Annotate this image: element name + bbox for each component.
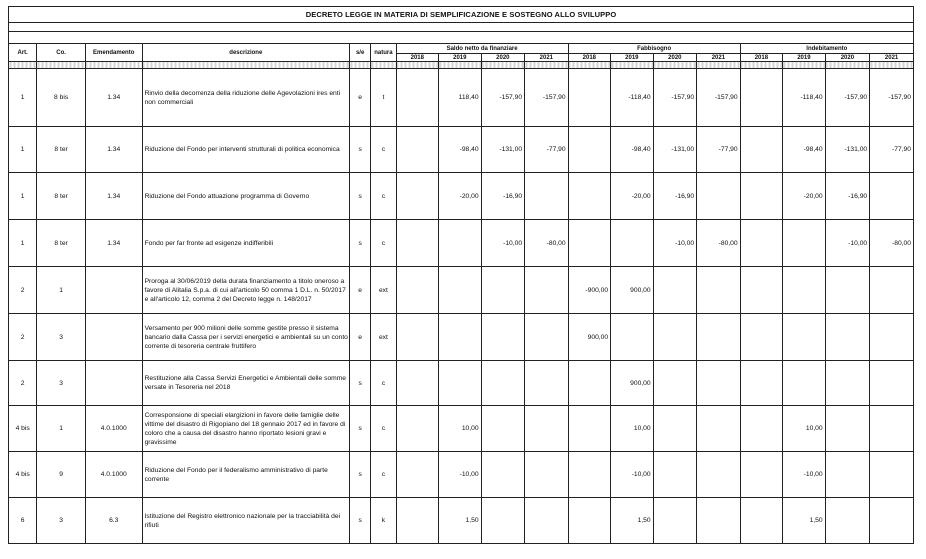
header-year: 2018: [740, 54, 783, 62]
cell-value: -157,90: [825, 69, 870, 127]
cell-co: 3: [37, 361, 86, 406]
cell-value: 1,50: [439, 498, 482, 544]
cell-value: [740, 314, 783, 361]
table-row: [9, 69, 914, 127]
cell-art: 4 bis: [9, 406, 37, 452]
cell-value: [525, 498, 569, 544]
cell-value: [740, 127, 783, 173]
cell-value: [697, 498, 741, 544]
cell-value: [870, 173, 914, 220]
cell-value: [439, 220, 482, 267]
cell-descrizione: Riduzione del Fondo per interventi strutturali di politica economica: [142, 127, 349, 173]
cell-se: s: [350, 173, 371, 220]
cell-value: [653, 361, 697, 406]
cell-descrizione: Riduzione del Fondo per il federalismo amministrativo di parte corrente: [142, 452, 349, 498]
header-year: 2019: [783, 54, 826, 62]
cell-value: [697, 361, 741, 406]
cell-se: e: [350, 69, 371, 127]
cell-value: -118,40: [783, 69, 826, 127]
cell-value: -16,90: [825, 173, 870, 220]
cell-co: 3: [37, 498, 86, 544]
cell-value: 1,50: [611, 498, 654, 544]
cell-value: [825, 267, 870, 314]
cell-art: 1: [9, 127, 37, 173]
cell-emendamento: 4.0.1000: [85, 406, 142, 452]
cell-value: -20,00: [783, 173, 826, 220]
cell-emendamento: [85, 267, 142, 314]
cell-value: [396, 361, 439, 406]
cell-value: -131,00: [825, 127, 870, 173]
cell-value: [870, 314, 914, 361]
cell-value: [697, 267, 741, 314]
cell-value: [525, 361, 569, 406]
table-row: [9, 406, 914, 452]
header-natura: natura: [371, 44, 396, 62]
cell-value: 10,00: [611, 406, 654, 452]
cell-emendamento: 6.3: [85, 498, 142, 544]
cell-co: 8 ter: [37, 127, 86, 173]
cell-value: [740, 267, 783, 314]
cell-value: [439, 267, 482, 314]
cell-value: [481, 361, 525, 406]
cell-natura: ext: [371, 314, 396, 361]
cell-value: [740, 406, 783, 452]
cell-value: [439, 314, 482, 361]
cell-value: -10,00: [611, 452, 654, 498]
cell-value: -98,40: [783, 127, 826, 173]
cell-emendamento: 1.34: [85, 127, 142, 173]
table-title: DECRETO LEGGE IN MATERIA DI SEMPLIFICAZIONE E SOSTEGNO ALLO SVILUPPO: [9, 7, 914, 23]
cell-descrizione: Corresponsione di speciali elargizioni in favore delle famiglie delle vittime del disastro di Rigopiano del 18 gennaio 2017 ed in favore di coloro che a causa del disastro hanno riportato lesioni gravi e gravissime: [142, 406, 349, 452]
cell-value: [611, 220, 654, 267]
table-row: [9, 498, 914, 544]
cell-value: -98,40: [611, 127, 654, 173]
cell-value: -80,00: [525, 220, 569, 267]
cell-value: [653, 314, 697, 361]
cell-emendamento: 1.34: [85, 173, 142, 220]
spreadsheet-sheet: [8, 6, 914, 544]
cell-value: [525, 452, 569, 498]
cell-value: [396, 452, 439, 498]
cell-emendamento: [85, 314, 142, 361]
cell-value: [740, 498, 783, 544]
blank-row: [9, 32, 914, 44]
cell-art: 1: [9, 69, 37, 127]
header-year: 2018: [568, 54, 611, 62]
cell-se: s: [350, 361, 371, 406]
cell-value: [481, 498, 525, 544]
cell-value: [740, 361, 783, 406]
cell-se: s: [350, 452, 371, 498]
cell-value: [396, 498, 439, 544]
budget-table: [8, 6, 914, 544]
cell-value: -16,90: [653, 173, 697, 220]
cell-value: -98,40: [439, 127, 482, 173]
cell-value: -157,90: [697, 69, 741, 127]
cell-value: [870, 452, 914, 498]
cell-value: -900,00: [568, 267, 611, 314]
cell-value: [870, 498, 914, 544]
cell-value: [697, 406, 741, 452]
header-year: 2021: [525, 54, 569, 62]
cell-value: [525, 406, 569, 452]
cell-co: 8 ter: [37, 220, 86, 267]
cell-value: -80,00: [697, 220, 741, 267]
cell-value: -131,00: [653, 127, 697, 173]
cell-value: -20,00: [439, 173, 482, 220]
cell-natura: c: [371, 452, 396, 498]
cell-value: -157,90: [481, 69, 525, 127]
table-row: [9, 361, 914, 406]
cell-natura: k: [371, 498, 396, 544]
cell-value: [396, 220, 439, 267]
cell-value: [525, 173, 569, 220]
cell-se: s: [350, 127, 371, 173]
cell-value: [568, 127, 611, 173]
cell-emendamento: 4.0.1000: [85, 452, 142, 498]
header-descrizione: descrizione: [142, 44, 349, 62]
cell-value: [740, 220, 783, 267]
cell-value: [825, 452, 870, 498]
cell-co: 3: [37, 314, 86, 361]
cell-value: [481, 267, 525, 314]
cell-value: 118,40: [439, 69, 482, 127]
cell-descrizione: Riduzione del Fondo attuazione programma di Governo: [142, 173, 349, 220]
cell-emendamento: 1.34: [85, 69, 142, 127]
header-group-saldo: Saldo netto da finanziare: [396, 44, 568, 54]
cell-value: [396, 173, 439, 220]
table-body: [9, 69, 914, 544]
cell-value: [740, 173, 783, 220]
cell-value: [481, 452, 525, 498]
cell-value: [568, 361, 611, 406]
cell-value: [481, 314, 525, 361]
cell-natura: c: [371, 173, 396, 220]
cell-value: -157,90: [525, 69, 569, 127]
cell-se: s: [350, 220, 371, 267]
cell-value: 900,00: [568, 314, 611, 361]
cell-se: s: [350, 498, 371, 544]
cell-co: 1: [37, 406, 86, 452]
header-year: 2019: [439, 54, 482, 62]
cell-value: -16,90: [481, 173, 525, 220]
cell-value: -77,90: [525, 127, 569, 173]
cell-value: [525, 314, 569, 361]
cell-value: [870, 361, 914, 406]
cell-art: 2: [9, 267, 37, 314]
blank-row: [9, 23, 914, 32]
cell-value: [653, 452, 697, 498]
cell-art: 2: [9, 314, 37, 361]
header-group-indebitamento: Indebitamento: [740, 44, 913, 54]
cell-art: 4 bis: [9, 452, 37, 498]
cell-art: 6: [9, 498, 37, 544]
cell-value: -118,40: [611, 69, 654, 127]
header-year: 2018: [396, 54, 439, 62]
header-year: 2020: [481, 54, 525, 62]
cell-natura: c: [371, 127, 396, 173]
cell-value: -77,90: [870, 127, 914, 173]
table-row: [9, 452, 914, 498]
cell-natura: t: [371, 69, 396, 127]
cell-emendamento: 1.34: [85, 220, 142, 267]
cell-value: -10,00: [783, 452, 826, 498]
cell-value: [481, 406, 525, 452]
header-year: 2020: [653, 54, 697, 62]
cell-value: [396, 127, 439, 173]
cell-value: [697, 314, 741, 361]
cell-value: -20,00: [611, 173, 654, 220]
cell-value: 900,00: [611, 361, 654, 406]
cell-value: [568, 452, 611, 498]
cell-value: -10,00: [439, 452, 482, 498]
header-year: 2020: [825, 54, 870, 62]
cell-value: -131,00: [481, 127, 525, 173]
cell-value: [870, 267, 914, 314]
cell-natura: ext: [371, 267, 396, 314]
cell-se: e: [350, 267, 371, 314]
cell-co: 9: [37, 452, 86, 498]
header-year: 2021: [697, 54, 741, 62]
cell-value: [653, 498, 697, 544]
cell-value: [697, 173, 741, 220]
cell-value: -10,00: [825, 220, 870, 267]
cell-value: [825, 406, 870, 452]
header-co: Co.: [37, 44, 86, 62]
cell-art: 2: [9, 361, 37, 406]
cell-value: [568, 173, 611, 220]
cell-value: [783, 220, 826, 267]
cell-value: [783, 267, 826, 314]
cell-emendamento: [85, 361, 142, 406]
cell-value: -77,90: [697, 127, 741, 173]
header-emendamento: Emendamento: [85, 44, 142, 62]
cell-value: [825, 498, 870, 544]
cell-value: [439, 361, 482, 406]
cell-descrizione: Restituzione alla Cassa Servizi Energetici e Ambientali delle somme versate in Tesoreria nel 2018: [142, 361, 349, 406]
cell-se: s: [350, 406, 371, 452]
cell-value: [653, 406, 697, 452]
cell-value: [396, 406, 439, 452]
cell-value: -157,90: [870, 69, 914, 127]
header-year: 2021: [870, 54, 914, 62]
cell-value: [740, 452, 783, 498]
cell-value: [568, 220, 611, 267]
cell-value: [870, 406, 914, 452]
cell-value: [568, 69, 611, 127]
cell-co: 8 bis: [37, 69, 86, 127]
header-art: Art.: [9, 44, 37, 62]
cell-value: [568, 406, 611, 452]
cell-value: [396, 69, 439, 127]
cell-natura: c: [371, 220, 396, 267]
cell-value: 1,50: [783, 498, 826, 544]
cell-value: -10,00: [481, 220, 525, 267]
cell-value: -80,00: [870, 220, 914, 267]
cell-value: [568, 498, 611, 544]
cell-descrizione: Istituzione del Registro elettronico nazionale per la tracciabilità dei rifiuti: [142, 498, 349, 544]
table-row: [9, 173, 914, 220]
cell-descrizione: Rinvio della decorrenza della riduzione delle Agevolazioni ires enti non commerciali: [142, 69, 349, 127]
cell-value: [396, 267, 439, 314]
cell-value: [697, 452, 741, 498]
header-se: s/e: [350, 44, 371, 62]
cell-value: [825, 314, 870, 361]
cell-value: -10,00: [653, 220, 697, 267]
cell-value: 10,00: [783, 406, 826, 452]
cell-natura: c: [371, 361, 396, 406]
table-row: [9, 127, 914, 173]
cell-art: 1: [9, 173, 37, 220]
header-year: 2019: [611, 54, 654, 62]
cell-natura: c: [371, 406, 396, 452]
cell-value: [740, 69, 783, 127]
cell-value: [783, 361, 826, 406]
cell-value: 900,00: [611, 267, 654, 314]
cell-descrizione: Versamento per 900 milioni delle somme gestite presso il sistema bancario dalla Cassa per i servizi energetici e ambientali su un conto corrente di tesoreria centrale fruttifero: [142, 314, 349, 361]
cell-co: 1: [37, 267, 86, 314]
table-row: [9, 220, 914, 267]
cell-art: 1: [9, 220, 37, 267]
header-group-fabbisogno: Fabbisogno: [568, 44, 740, 54]
table-row: [9, 267, 914, 314]
cell-value: 10,00: [439, 406, 482, 452]
cell-descrizione: Proroga al 30/06/2019 della durata finanziamento a titolo oneroso a favore di Alitalia S.p.a. di cui all'articolo 50 comma 1 D.L. n. 50/2017 e all'articolo 12, comma 2 del Decreto legge n. 148/2017: [142, 267, 349, 314]
cell-value: [611, 314, 654, 361]
cell-descrizione: Fondo per far fronte ad esigenze indifferibili: [142, 220, 349, 267]
cell-value: [783, 314, 826, 361]
table-row: [9, 314, 914, 361]
cell-value: [653, 267, 697, 314]
cell-value: [825, 361, 870, 406]
cell-value: [396, 314, 439, 361]
cell-value: -157,90: [653, 69, 697, 127]
cell-value: [525, 267, 569, 314]
cell-se: e: [350, 314, 371, 361]
cell-co: 8 ter: [37, 173, 86, 220]
